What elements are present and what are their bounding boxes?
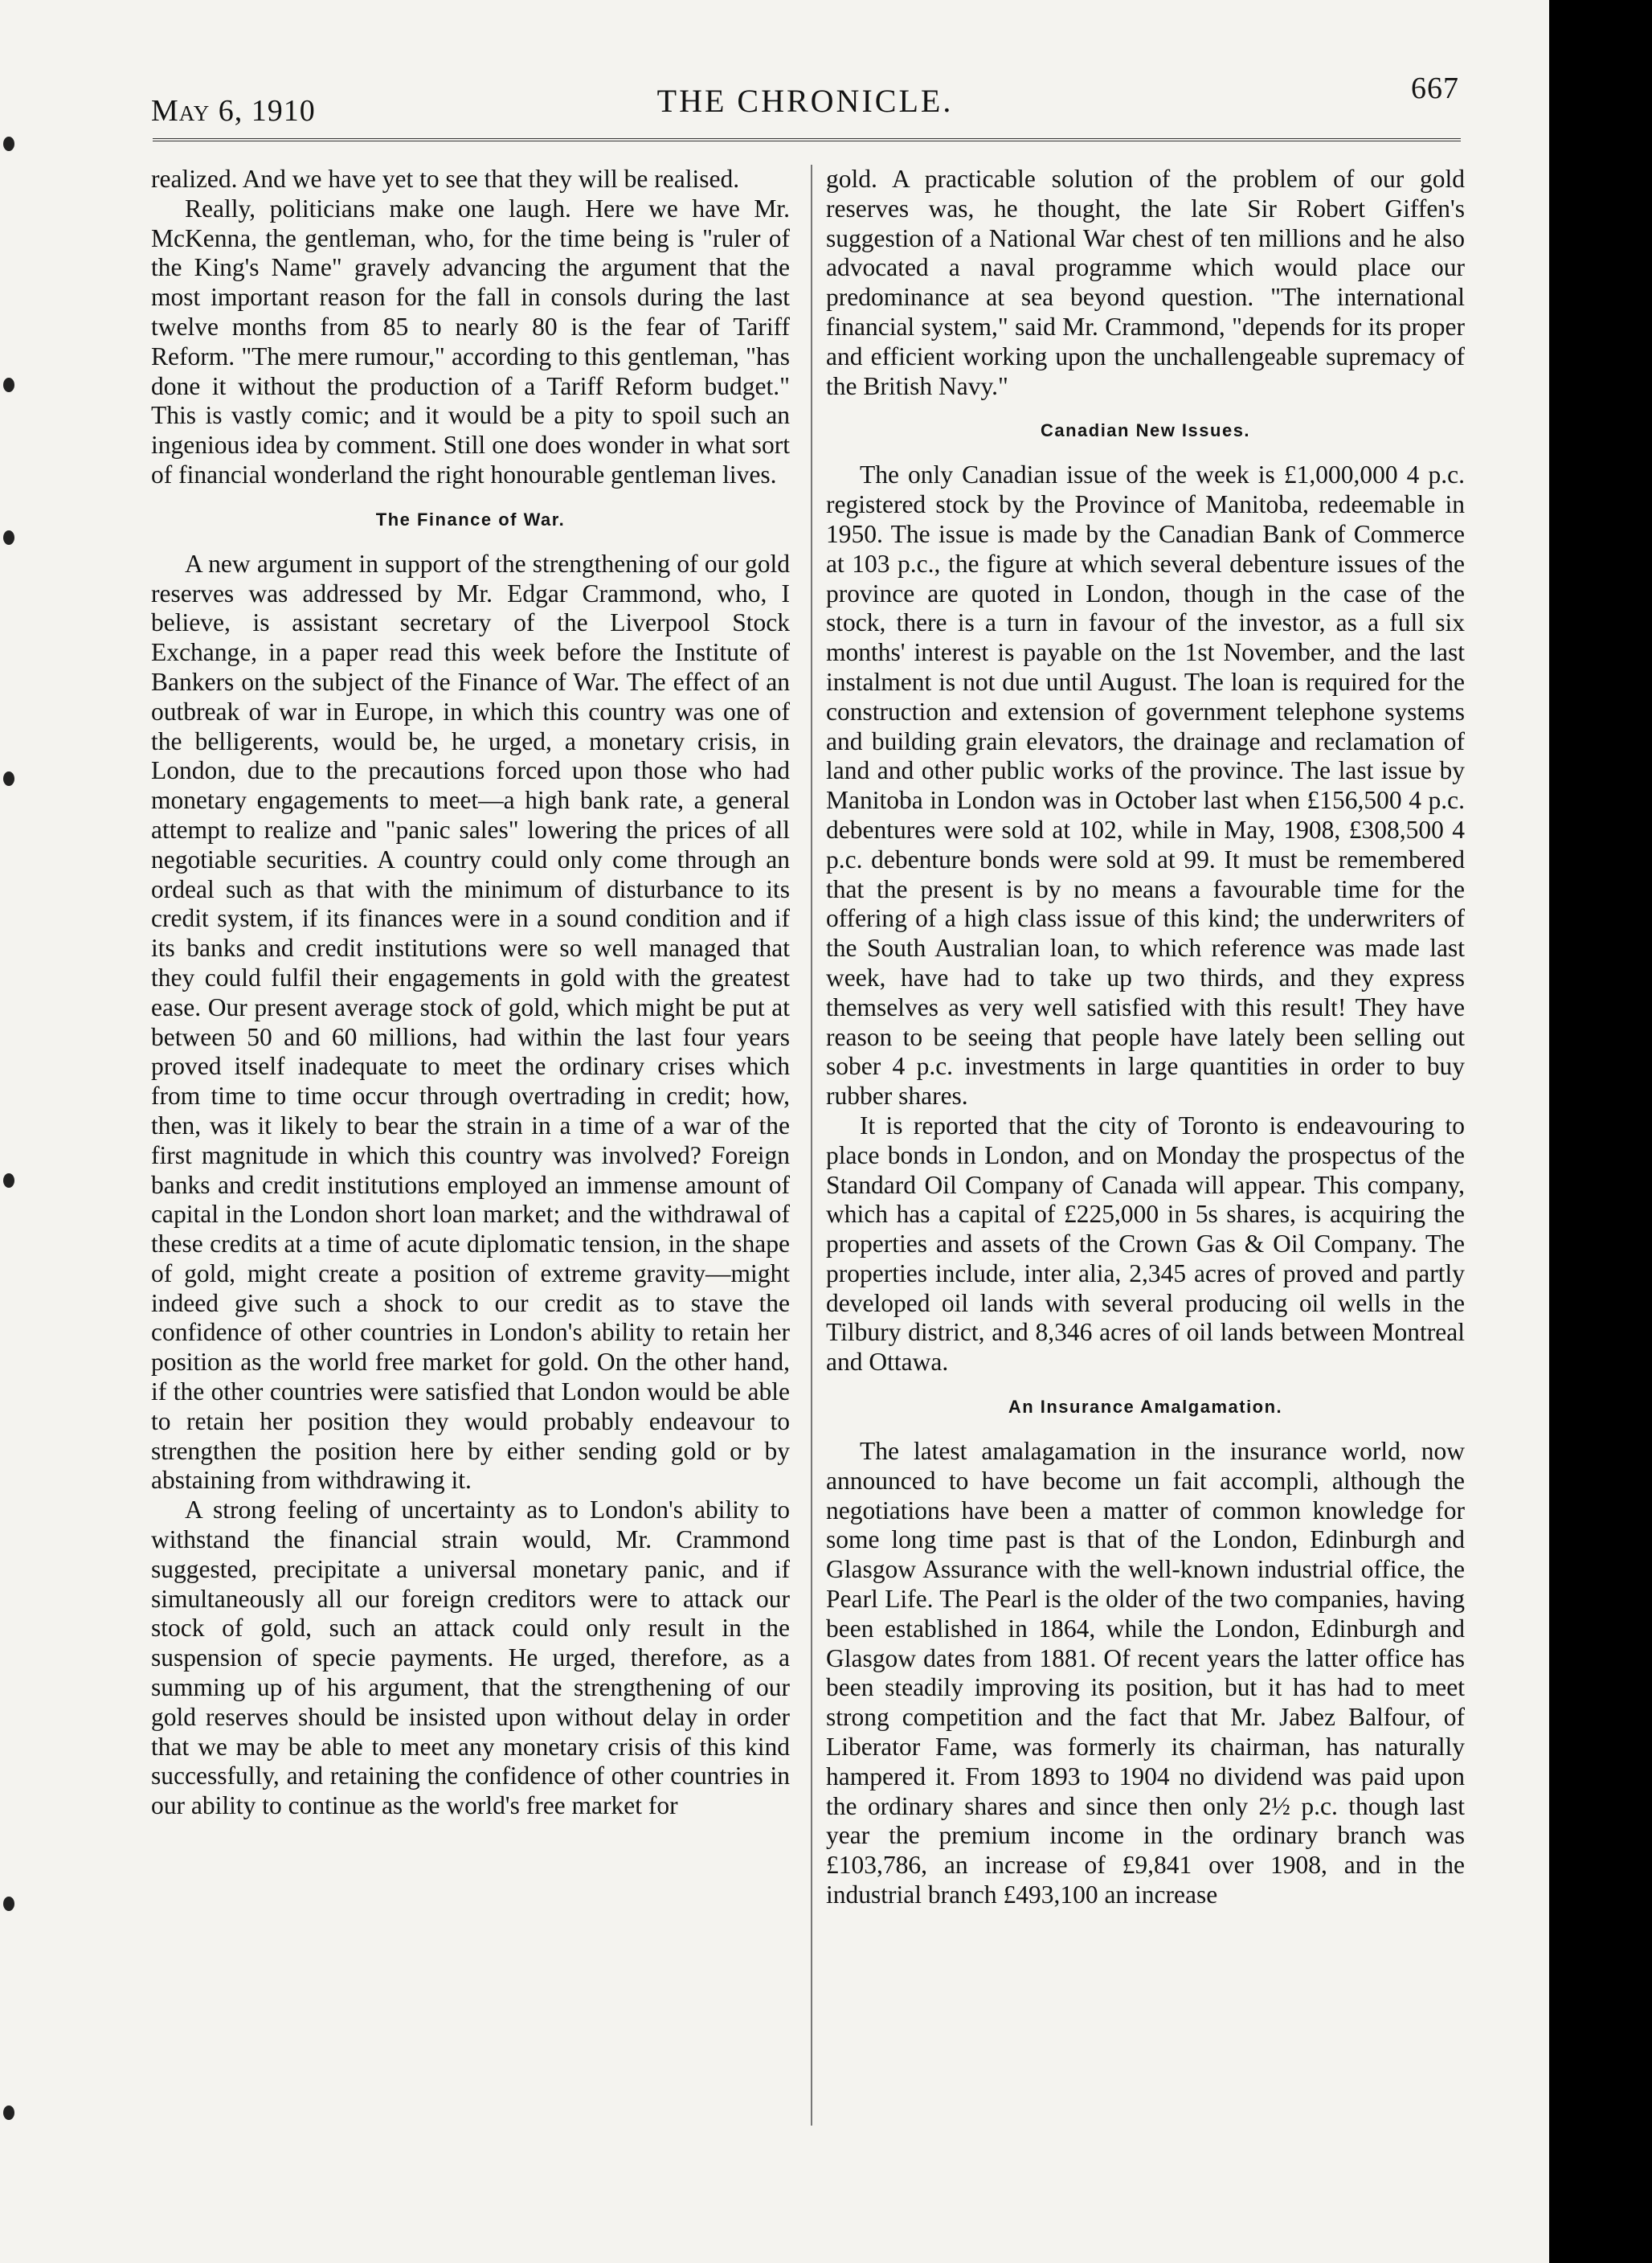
paragraph: Really, politicians make one laugh. Here we have Mr. McKenna, the gentleman, who, for the time being is "ruler of the King's Name" gravely advancing the argument that the most important reason for the fall in consols during the last twelve months from 85 to nearly 80 is the fear of Tariff Reform. "The mere rumour," according to this gentleman, "has done it without the production of a Tariff Reform budget." This is vastly comic; and it would be a pity to spoil such an ingenious idea by comment. Still one does wonder in what sort of financial wonderland the right honourable gentleman lives.: [151, 194, 790, 489]
paragraph: It is reported that the city of Toronto is endeavouring to place bonds in London, and on Monday the prospectus of the Standard Oil Company of Canada will appear. This company, which has a capital of £225,000 in 5s shares, is acquiring the properties and assets of the Crown Gas & Oil Company. The properties include, inter alia, 2,345 acres of proved and partly developed oil lands with several producing oil wells in the Tilbury district, and 8,346 acres of oil lands between Montreal and Ottawa.: [826, 1111, 1465, 1377]
binding-hole: [3, 378, 14, 392]
section-heading-insurance-amalgamation: An Insurance Amalgamation.: [1008, 1397, 1283, 1418]
publication-title: THE CHRONICLE.: [656, 83, 954, 119]
page-number: 667: [1411, 72, 1459, 105]
section-heading-canadian-new-issues: Canadian New Issues.: [1040, 420, 1251, 441]
paragraph: The latest amalagamation in the insurance world, now announced to have become un fait accompli, although the negotiations have been a matter of common knowledge for some long time past is that of the London, Edinburgh and Glasgow Assurance with the well-known industrial office, the Pearl Life. The Pearl is the older of the two companies, having been established in 1864, while the London, Edinburgh and Glasgow dates from 1881. Of recent years the latter office has been steadily improving its position, but it has had to meet strong competition and the fact that Mr. Jabez Balfour, of Liberator Fame, was formerly its chairman, has naturally hampered it. From 1893 to 1904 no dividend was paid upon the ordinary shares and since then only 2½ p.c. though last year the premium income in the ordinary branch was £103,786, an increase of £9,841 over 1908, and in the industrial branch £493,100 an increase: [826, 1437, 1465, 1909]
running-head: [151, 71, 1459, 127]
right-column: [826, 165, 1465, 1910]
section-heading-finance-of-war: The Finance of War.: [375, 509, 566, 530]
column-divider: [811, 165, 812, 2126]
binding-hole: [3, 771, 14, 786]
binding-hole: [3, 1173, 14, 1188]
paragraph: A strong feeling of uncertainty as to London's ability to withstand the financial strain would, Mr. Crammond suggested, precipitate a universal monetary panic, and if simultaneously all our foreign creditors were to attack our stock of gold, such an attack could only result in the suspension of specie payments. He urged, therefore, as a summing up of his argument, that the strengthening of our gold reserves should be insisted upon without delay in order that we may be able to meet any monetary crisis of this kind successfully, and retaining the confidence of other countries in our ability to continue as the world's free market for: [151, 1496, 790, 1820]
binding-hole: [3, 1897, 14, 1911]
binding-hole: [3, 530, 14, 545]
paragraph: gold. A practicable solution of the problem of our gold reserves was, he thought, the late Sir Robert Giffen's suggestion of a National War chest of ten millions and he also advocated a naval programme which would place our predominance at sea beyond question. "The international financial system," said Mr. Crammond, "depends for its proper and efficient working upon the unchallengeable supremacy of the British Navy.": [826, 165, 1465, 400]
paragraph: The only Canadian issue of the week is £1,000,000 4 p.c. registered stock by the Province of Manitoba, redeemable in 1950. The issue is made by the Canadian Bank of Commerce at 103 p.c., the figure at which several debenture issues of the province are quoted in London, though in the case of the stock, there is a turn in favour of the investor, as a full six months' interest is payable on the 1st November, and the last instalment is not due until August. The loan is required for the construction and extension of government telephone systems and building grain elevators, the drainage and reclamation of land and other public works of the province. The last issue by Manitoba in London was in October last when £156,500 4 p.c. debentures were sold at 102, while in May, 1908, £308,500 4 p.c. debenture bonds were sold at 99. It must be remembered that the present is by no means a favourable time for the offering of a high class issue of this kind; the underwriters of the South Australian loan, to which reference was made last week, have had to take up two thirds, and they express themselves as very well satisfied with this result! They have reason to be seeing that people have lately been selling out sober 4 p.c. investments in large quantities in order to buy rubber shares.: [826, 460, 1465, 1111]
paragraph: A new argument in support of the strengthening of our gold reserves was addressed by Mr. Edgar Crammond, who, I believe, is assistant secretary of the Liverpool Stock Exchange, in a paper read this week before the Institute of Bankers on the subject of the Finance of War. The effect of an outbreak of war in Europe, in which this country was one of the belligerents, would be, he urged, a monetary crisis, in London, due to the precautions forced upon those who had monetary engagements to meet—a high bank rate, a general attempt to realize and "panic sales" lowering the prices of all negotiable securities. A country could only come through an ordeal such as that with the minimum of disturbance to its credit system, if its finances were in a sound condition and if its banks and credit institutions were so well managed that they could fulfil their engagements in gold with the greatest ease. Our present average stock of gold, which might be put at between 50 and 60 millions, had within the last four years proved itself inadequate to meet the ordinary crises which from time to time occur through overtrading in credit; how, then, was it likely to bear the strain in a time of a war of the first magnitude in which this country was involved? Foreign banks and credit institutions employed an immense amount of capital in the London short loan market; and the withdrawal of these credits at a time of acute diplomatic tension, in the shape of gold, might create a position of extreme gravity—might indeed give such a shock to our credit as to stave the confidence of other countries in London's ability to retain her position as the world free market for gold. On the other hand, if the other countries were satisfied that London would be able to retain her position they would probably endeavour to strengthen the position here by either sending gold or by abstaining from withdrawing it.: [151, 549, 790, 1495]
binding-hole: [3, 137, 14, 151]
left-column: [151, 165, 790, 1821]
paragraph: realized. And we have yet to see that they will be realised.: [151, 165, 740, 193]
issue-date: May 6, 1910: [151, 94, 316, 128]
binding-hole: [3, 2105, 14, 2120]
header-rule: [153, 138, 1461, 141]
